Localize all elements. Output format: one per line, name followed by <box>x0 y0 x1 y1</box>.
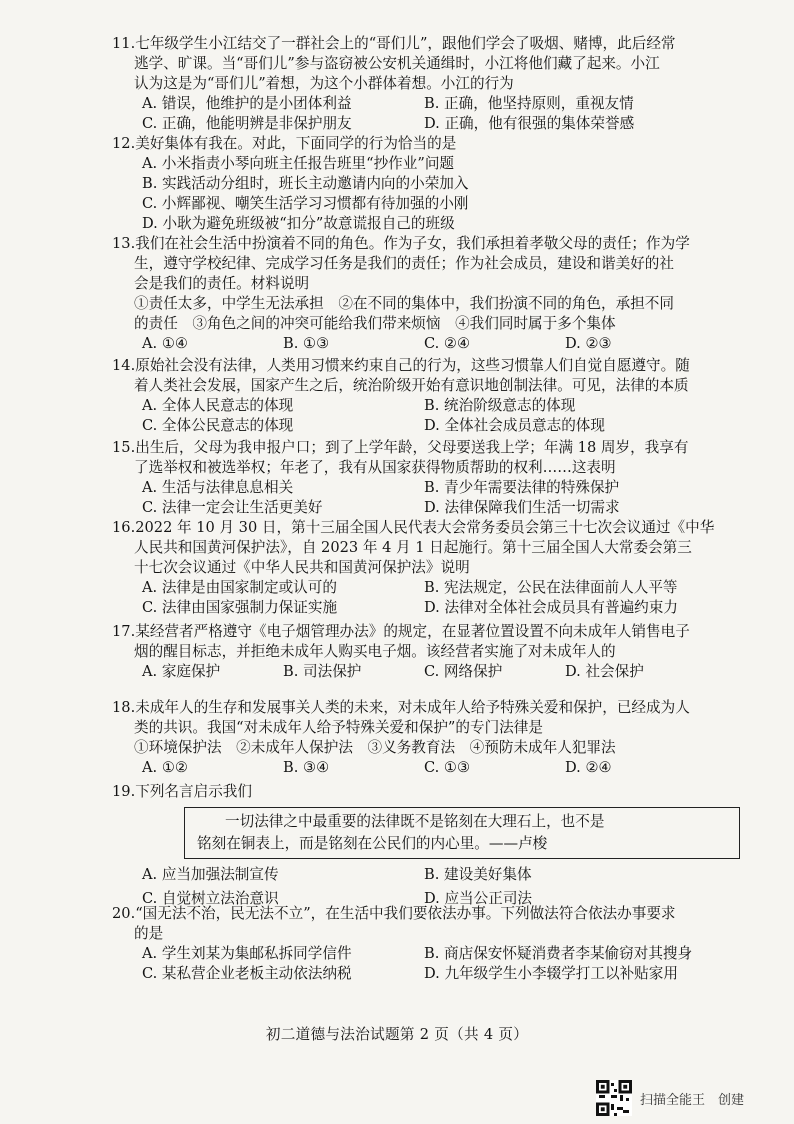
question-15 <box>112 438 788 518</box>
option-a: A. 学生刘某为集邮私拆同学信件 <box>142 945 352 962</box>
question-text: 类的共识。我国“对未成年人给予特殊关爱和保护”的专门法律是 <box>134 719 543 736</box>
watermark-text: 扫描全能王 创建 <box>640 1092 745 1108</box>
option-d: D. ②④ <box>565 759 612 776</box>
option-a: A. 小米指责小琴向班主任报告班里“抄作业”问题 <box>142 155 455 172</box>
options <box>112 964 788 984</box>
option-c: C. 网络保护 <box>424 663 503 680</box>
question-text: 生，遵守学校纪律、完成学习任务是我们的责任；作为社会成员，建设和谐美好的社 <box>134 255 674 272</box>
option-b: B. ③④ <box>283 759 330 776</box>
question-number: 20. <box>112 905 136 922</box>
question-text: 认为这是为“哥们儿”着想，为这个小群体着想。小江的行为 <box>134 75 514 92</box>
question-18 <box>112 698 788 778</box>
option-b: B. 宪法规定，公民在法律面前人人平等 <box>424 579 678 596</box>
options <box>112 578 788 598</box>
question-text: 人民共和国黄河保护法》，自 2023 年 4 月 1 日起施行。第十三届全国人大常委会第三 <box>134 539 692 556</box>
option-d: D. 小耿为避免班级被“扣分”故意谎报自己的班级 <box>142 215 455 232</box>
options <box>112 865 788 885</box>
option-d: D. 社会保护 <box>565 663 644 680</box>
question-text: 2022 年 10 月 30 日，第十三届全国人民代表大会常务委员会第三十七次会议通过《中华 <box>135 519 715 536</box>
options <box>112 396 788 416</box>
option-c: C. 全体公民意志的体现 <box>142 417 294 434</box>
option-b: B. ①③ <box>283 335 330 352</box>
options <box>112 478 788 498</box>
option-a: A. 错误，他维护的是小团体利益 <box>142 95 352 112</box>
option-b: B. 实践活动分组时，班长主动邀请内向的小荣加入 <box>142 175 469 192</box>
question-13 <box>112 234 788 354</box>
question-19 <box>112 782 788 909</box>
statements: ①责任太多，中学生无法承担 ②在不同的集体中，我们扮演不同的角色，承担不同 <box>134 295 674 312</box>
option-a: A. 应当加强法制宣传 <box>142 866 279 883</box>
question-number: 14. <box>112 357 136 374</box>
question-text: 十七次会议通过《中华人民共和国黄河保护法》说明 <box>134 559 470 576</box>
question-16 <box>112 518 788 618</box>
question-number: 19. <box>112 783 136 800</box>
option-d: D. 法律对全体社会成员具有普遍约束力 <box>424 599 678 616</box>
question-text: 会是我们的责任。材料说明 <box>134 275 310 292</box>
option-d: D. 正确，他有很强的集体荣誉感 <box>424 115 635 132</box>
quote-text: 铭刻在铜表上，而是铭刻在公民们的内心里。——卢梭 <box>197 835 548 852</box>
option-a: A. ①④ <box>142 335 188 352</box>
quote-box <box>184 807 740 859</box>
question-text: 出生后，父母为我申报户口；到了上学年龄，父母要送我上学；年满 18 周岁，我享有 <box>135 439 689 456</box>
option-d: D. ②③ <box>565 335 612 352</box>
page-footer: 初二道德与法治试题第 2 页（共 4 页） <box>265 1026 529 1043</box>
option-a: A. 生活与法律息息相关 <box>142 479 294 496</box>
option-b: B. 建设美好集体 <box>424 866 532 883</box>
option-b: B. 正确，他坚持原则，重视友情 <box>424 95 634 112</box>
options <box>112 334 788 354</box>
option-d: D. 全体社会成员意志的体现 <box>424 417 605 434</box>
question-number: 15. <box>112 439 136 456</box>
statements: 的责任 ③角色之间的冲突可能给我们带来烦恼 ④我们同时属于多个集体 <box>134 315 616 332</box>
option-b: B. 统治阶级意志的体现 <box>424 397 576 414</box>
question-number: 17. <box>112 623 136 640</box>
option-b: B. 司法保护 <box>283 663 362 680</box>
options <box>112 416 788 436</box>
question-text: 烟的醒目标志，并拒绝未成年人购买电子烟。该经营者实施了对未成年人的 <box>134 643 616 660</box>
options <box>112 662 788 682</box>
question-text: “国无法不治，民无法不立”，在生活中我们要依法办事。下列做法符合依法办事要求 <box>135 905 676 922</box>
qr-code-icon <box>596 1080 632 1116</box>
question-text: 下列名言启示我们 <box>135 783 252 800</box>
statements: ①环境保护法 ②未成年人保护法 ③义务教育法 ④预防未成年人犯罪法 <box>134 739 616 756</box>
option-a: A. ①② <box>142 759 188 776</box>
question-text: 某经营者严格遵守《电子烟管理办法》的规定，在显著位置设置不向未成年人销售电子 <box>135 623 690 640</box>
option-c: C. 法律由国家强制力保证实施 <box>142 599 338 616</box>
question-text: 着人类社会发展，国家产生之后，统治阶级开始有意识地创制法律。可见，法律的本质 <box>134 377 689 394</box>
question-number: 11. <box>112 35 136 52</box>
option-d: D. 九年级学生小李辍学打工以补贴家用 <box>424 965 678 982</box>
options <box>112 114 788 134</box>
option-a: A. 家庭保护 <box>142 663 221 680</box>
option-c: C. ①③ <box>424 759 471 776</box>
option-c: C. 法律一定会让生活更美好 <box>142 499 323 516</box>
question-number: 18. <box>112 699 136 716</box>
option-b: B. 商店保安怀疑消费者李某偷窃对其搜身 <box>424 945 693 962</box>
options <box>112 598 788 618</box>
question-text: 未成年人的生存和发展事关人类的未来，对未成年人给予特殊关爱和保护，已经成为人 <box>135 699 690 716</box>
question-11 <box>112 34 788 134</box>
question-text: 七年级学生小江结交了一群社会上的“哥们儿”，跟他们学会了吸烟、赌博，此后经常 <box>135 35 676 52</box>
question-20 <box>112 904 788 984</box>
question-number: 16. <box>112 519 136 536</box>
option-a: A. 全体人民意志的体现 <box>142 397 294 414</box>
option-b: B. 青少年需要法律的特殊保护 <box>424 479 620 496</box>
question-17 <box>112 622 788 682</box>
option-c: C. 自觉树立法治意识 <box>142 890 279 907</box>
option-d: D. 法律保障我们生活一切需求 <box>424 499 620 516</box>
options <box>112 94 788 114</box>
option-c: C. ②④ <box>424 335 471 352</box>
option-a: A. 法律是由国家制定或认可的 <box>142 579 337 596</box>
question-number: 13. <box>112 235 136 252</box>
options <box>112 498 788 518</box>
question-12 <box>112 134 788 234</box>
option-c: C. 正确，他能明辨是非保护朋友 <box>142 115 352 132</box>
question-number: 12. <box>112 135 136 152</box>
option-d: D. 应当公正司法 <box>424 890 533 907</box>
question-14 <box>112 356 788 436</box>
question-text: 逃学、旷课。当“哥们儿”参与盗窃被公安机关通缉时，小江将他们藏了起来。小江 <box>134 55 660 72</box>
options <box>112 758 788 778</box>
question-text: 美好集体有我在。对此，下面同学的行为恰当的是 <box>135 135 457 152</box>
question-text: 的是 <box>134 925 164 942</box>
option-c: C. 某私营企业老板主动依法纳税 <box>142 965 352 982</box>
question-text: 我们在社会生活中扮演着不同的角色。作为子女，我们承担着孝敬父母的责任；作为学 <box>135 235 690 252</box>
scanner-watermark <box>596 1080 744 1116</box>
quote-text: 一切法律之中最重要的法律既不是铭刻在大理石上，也不是 <box>225 813 605 830</box>
question-text: 了选举权和被选举权；年老了，我有从国家获得物质帮助的权利……这表明 <box>134 459 616 476</box>
options <box>112 944 788 964</box>
question-text: 原始社会没有法律，人类用习惯来约束自己的行为，这些习惯靠人们自觉自愿遵守。随 <box>135 357 690 374</box>
option-c: C. 小辉鄙视、嘲笑生活学习习惯都有待加强的小刚 <box>142 195 469 212</box>
